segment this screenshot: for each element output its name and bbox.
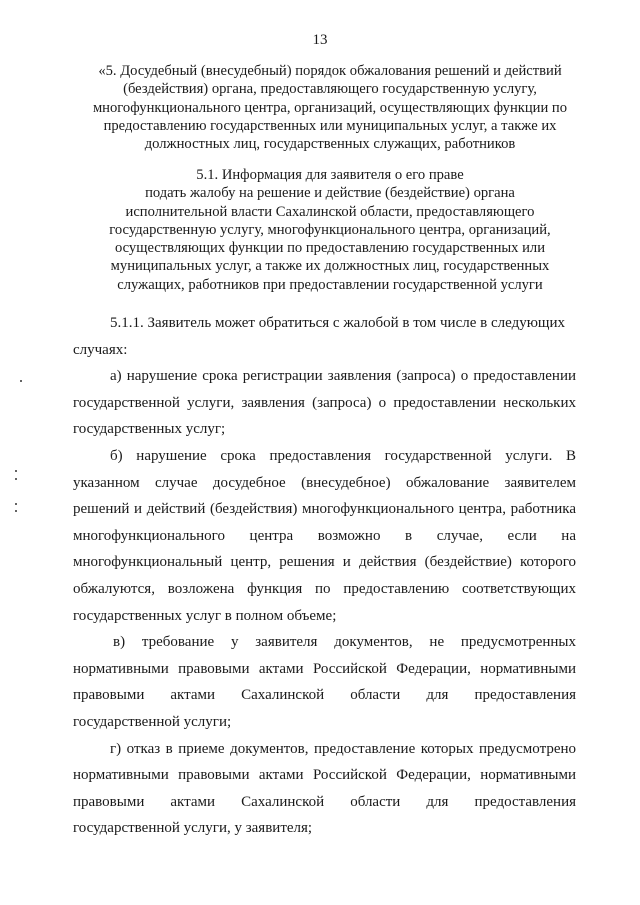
subsection-heading-line: осуществляющих функции по предоставлению государственных или (114, 240, 546, 257)
paragraph-line: а) нарушение срока регистрации заявления (запроса) о предоставлении (110, 368, 576, 385)
scan-artifact (15, 510, 17, 512)
document-body (73, 310, 576, 842)
subsection-heading-line: государственную услугу, многофункционального центра, организаций, (109, 221, 551, 238)
paragraph-5-1-1 (73, 310, 576, 363)
section-heading-line: «5. Досудебный (внесудебный) порядок обжалования решений и действий (98, 63, 562, 79)
paragraph-line: г) отказ в приеме документов, предоставление которых предусмотрено (110, 740, 576, 757)
paragraph-line: 5.1.1. Заявитель может обратиться с жалобой в том числе в следующих (110, 315, 565, 331)
subsection-heading-line: служащих, работников при предоставлении государственной услуги (117, 276, 543, 293)
subsection-heading (70, 166, 590, 294)
paragraph-line: нормативными правовыми актами Российской Федерации, нормативными (73, 660, 576, 677)
scan-artifact (15, 478, 17, 480)
paragraph-line: случаях: (73, 341, 128, 358)
paragraph-line: государственной услуги, заявления (запроса) о предоставлении нескольких (73, 394, 576, 411)
subsection-heading-line: 5.1. Информация для заявителя о его праве (196, 167, 464, 183)
paragraph-line: нормативными правовыми актами Российской Федерации, нормативными (73, 767, 576, 784)
paragraph-line: в) требование у заявителя документов, не предусмотренных (113, 634, 576, 651)
paragraph-line: государственных услуг в полном объеме; (73, 607, 337, 624)
paragraph-line: многофункциональный центр, решения и действия (бездействие) которого (73, 554, 576, 571)
paragraph-line: государственной услуги, у заявителя; (73, 820, 313, 837)
section-heading-line: предоставлению государственных или муниципальных услуг, а также их (103, 117, 557, 134)
section-heading-line: (бездействия) органа, предоставляющего государственную услугу, (123, 81, 537, 98)
subsection-heading-line: исполнительной власти Сахалинской области, предоставляющего (125, 203, 535, 220)
paragraph-line: решений и действий (бездействия) многофункционального центра, работника (73, 501, 576, 518)
paragraph-line: указанном случае досудебное (внесудебное) обжалование заявителем (73, 474, 576, 491)
paragraph-item-a (73, 363, 576, 443)
paragraph-line: многофункционального центра возможно в случае, если на (73, 527, 576, 544)
paragraph-item-g (73, 736, 576, 842)
scan-artifact (15, 470, 17, 472)
subsection-heading-line: подать жалобу на решение и действие (бездействие) органа (145, 185, 515, 202)
paragraph-line: правовыми актами Сахалинской области для предоставления (73, 793, 576, 810)
paragraph-item-b (73, 443, 576, 629)
paragraph-line: б) нарушение срока предоставления государственной услуги. В (110, 447, 576, 464)
paragraph-line: обжалуются, возложена функция по предоставлению соответствующих (73, 580, 576, 597)
scan-artifact (20, 380, 22, 382)
section-heading-line: должностных лиц, государственных служащих, работников (144, 136, 516, 153)
page-number: 13 (312, 32, 328, 48)
section-heading-line: многофункционального центра, организаций, осуществляющих функции по (92, 99, 568, 116)
scan-artifact (15, 503, 17, 505)
paragraph-line: государственной услуги; (73, 713, 232, 730)
subsection-heading-line: муниципальных услуг, а также их должностных лиц, государственных (110, 258, 550, 275)
section-heading (70, 62, 590, 153)
paragraph-line: государственных услуг; (73, 421, 226, 438)
paragraph-item-v (73, 629, 576, 735)
paragraph-line: правовыми актами Сахалинской области для предоставления (73, 687, 576, 704)
